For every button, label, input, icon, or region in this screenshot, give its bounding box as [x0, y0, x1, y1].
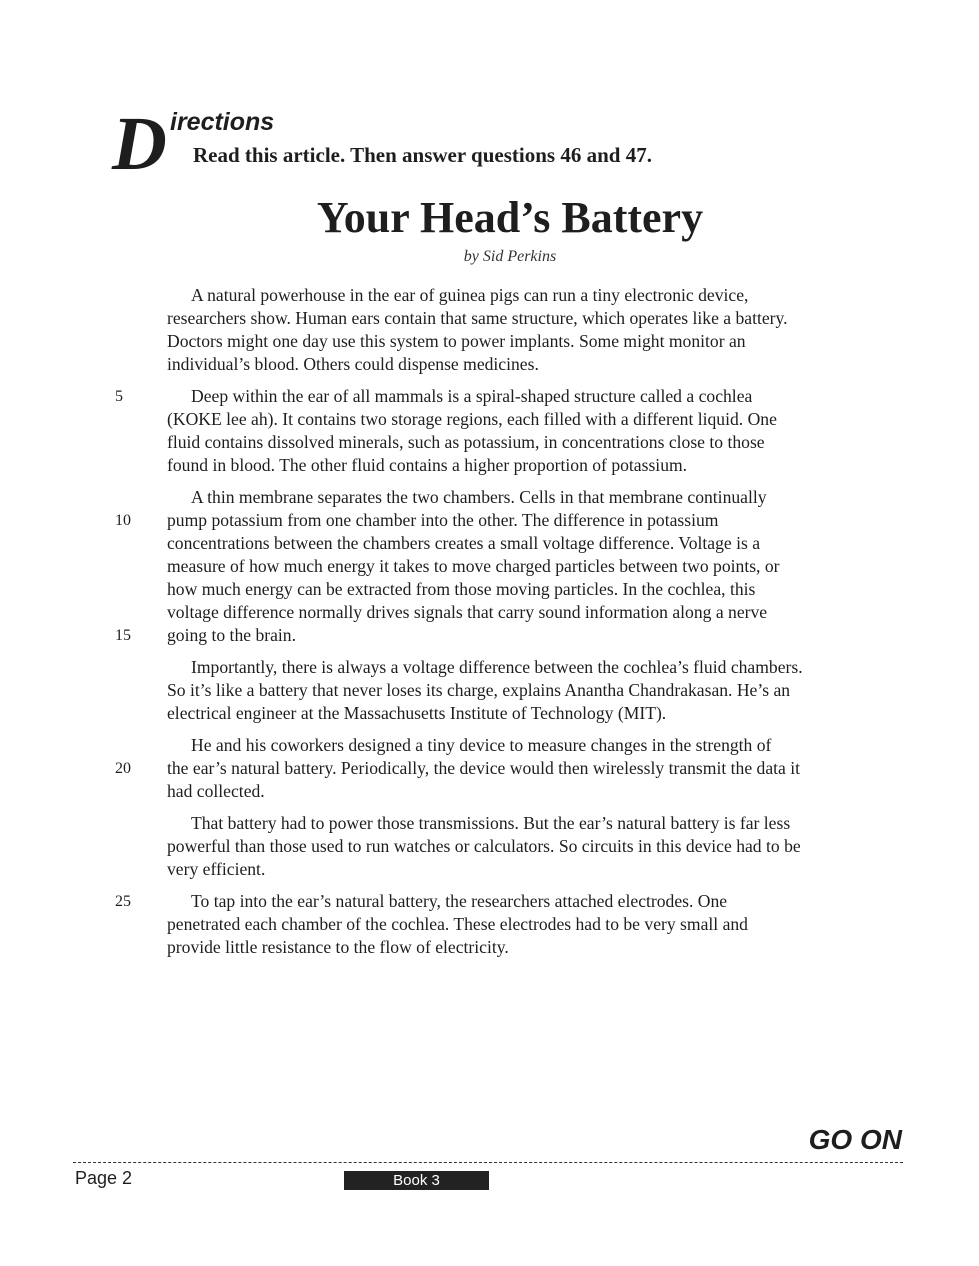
article-paragraph	[167, 812, 867, 881]
article-line	[167, 408, 867, 431]
article-line	[167, 734, 867, 757]
article-line	[167, 532, 867, 555]
page-number: Page 2	[75, 1168, 133, 1188]
line-text: electrical engineer at the Massachusetts Institute of Technology (MIT).	[167, 703, 667, 723]
go-on-label: GO ON	[808, 1124, 902, 1155]
article-paragraph	[167, 656, 867, 725]
directions-label: irections	[170, 108, 275, 136]
article-line	[115, 624, 867, 647]
line-text: pump potassium from one chamber into the other. The difference in potassium	[167, 510, 719, 530]
line-text: individual’s blood. Others could dispense medicines.	[167, 354, 539, 374]
article-line	[167, 858, 867, 881]
book-badge: Book 3	[344, 1171, 489, 1190]
directions-initial: D	[112, 102, 167, 186]
line-text: Doctors might one day use this system to power implants. Some might monitor an	[167, 331, 746, 351]
article-line	[167, 353, 867, 376]
line-text: voltage difference normally drives signals that carry sound information along a nerve	[167, 602, 768, 622]
article-line	[167, 913, 867, 936]
article-paragraph	[115, 385, 867, 477]
article-title: Your Head’s Battery	[316, 193, 704, 242]
line-number: 10	[115, 512, 131, 529]
article-line	[167, 454, 867, 477]
line-text: Importantly, there is always a voltage difference between the cochlea’s fluid chambers.	[191, 657, 803, 677]
article-paragraph	[115, 734, 867, 803]
line-number: 5	[115, 388, 123, 405]
article-line	[167, 835, 867, 858]
line-text: how much energy can be extracted from those moving particles. In the cochlea, this	[167, 579, 756, 599]
directions-instruction: Read this article. Then answer questions 46 and 47.	[193, 143, 652, 167]
line-text: He and his coworkers designed a tiny device to measure changes in the strength of	[191, 735, 772, 755]
article-line	[167, 812, 867, 835]
footer-divider	[73, 1162, 903, 1163]
line-text: That battery had to power those transmissions. But the ear’s natural battery is far less	[191, 813, 791, 833]
line-text: had collected.	[167, 781, 265, 801]
article-line	[115, 890, 867, 913]
line-text: penetrated each chamber of the cochlea. These electrodes had to be very small and	[167, 914, 748, 934]
article-paragraph	[115, 890, 867, 959]
line-text: provide little resistance to the flow of electricity.	[167, 937, 509, 957]
article-line	[167, 679, 867, 702]
article-line	[167, 555, 867, 578]
line-text: the ear’s natural battery. Periodically, the device would then wirelessly transmit the data it	[167, 758, 801, 778]
article-line	[167, 307, 867, 330]
article-line	[167, 578, 867, 601]
line-text: researchers show. Human ears contain that same structure, which operates like a battery.	[167, 308, 788, 328]
line-text: To tap into the ear’s natural battery, the researchers attached electrodes. One	[191, 891, 728, 911]
article-line	[167, 702, 867, 725]
line-text: concentrations between the chambers creates a small voltage difference. Voltage is a	[167, 533, 761, 553]
article-line	[115, 757, 867, 780]
line-number: 20	[115, 760, 131, 777]
article-body	[115, 284, 867, 968]
line-text: A natural powerhouse in the ear of guinea pigs can run a tiny electronic device,	[191, 285, 749, 305]
line-number: 15	[115, 627, 131, 644]
article-line	[167, 486, 867, 509]
article-line	[167, 780, 867, 803]
line-text: powerful than those used to run watches or calculators. So circuits in this device had to be	[167, 836, 801, 856]
article-byline: by Sid Perkins	[463, 248, 557, 265]
article-line	[115, 385, 867, 408]
line-text: fluid contains dissolved minerals, such as potassium, in concentrations close to those	[167, 432, 765, 452]
line-text: going to the brain.	[167, 625, 296, 645]
line-text: Deep within the ear of all mammals is a spiral-shaped structure called a cochlea	[191, 386, 753, 406]
line-text: So it’s like a battery that never loses its charge, explains Anantha Chandrakasan. He’s an	[167, 680, 791, 700]
article-paragraph	[115, 486, 867, 647]
article-paragraph	[167, 284, 867, 376]
line-text: A thin membrane separates the two chambers. Cells in that membrane continually	[191, 487, 767, 507]
line-text: very efficient.	[167, 859, 266, 879]
line-text: measure of how much energy it takes to move charged particles between two points, or	[167, 556, 780, 576]
line-text: (KOKE lee ah). It contains two storage regions, each filled with a different liquid. One	[167, 409, 777, 429]
article-line	[167, 284, 867, 307]
article-line	[167, 431, 867, 454]
line-number: 25	[115, 893, 131, 910]
line-text: found in blood. The other fluid contains a higher proportion of potassium.	[167, 455, 688, 475]
article-line	[167, 330, 867, 353]
article-line	[115, 509, 867, 532]
article-line	[167, 936, 867, 959]
article-line	[167, 601, 867, 624]
article-line	[167, 656, 867, 679]
